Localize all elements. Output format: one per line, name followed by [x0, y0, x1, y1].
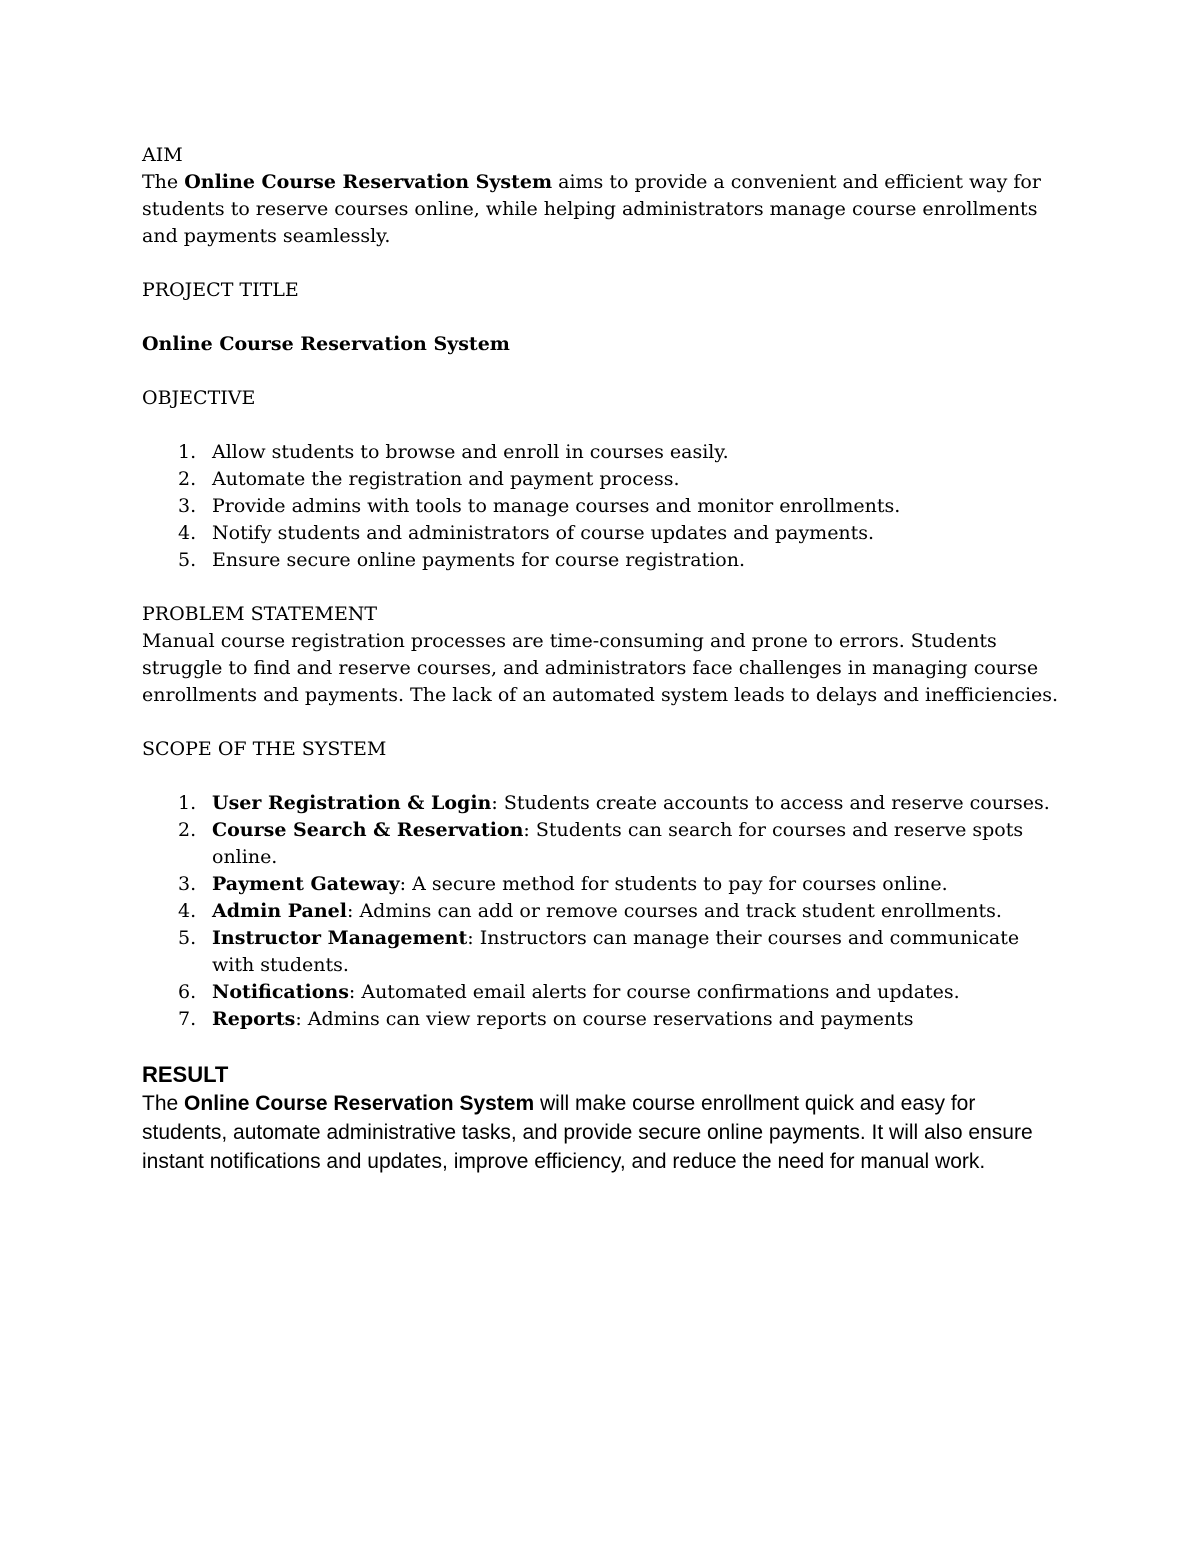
problem-heading: PROBLEM STATEMENT: [142, 603, 378, 625]
objective-heading: OBJECTIVE: [142, 387, 256, 409]
aim-pre: The: [142, 171, 185, 193]
result-post: will make course enrollment quick and easy for students, automate administrative tasks, and provide secure online payments. It will also ensure instant notifications and updates, improve efficiency, and reduce the need for manual work.: [142, 1092, 1033, 1173]
list-item: 4. Notify students and administrators of course updates and payments.: [178, 522, 875, 544]
project-title-heading: PROJECT TITLE: [142, 279, 299, 301]
aim-heading: AIM: [142, 144, 183, 166]
list-item: 2. Automate the registration and payment process.: [178, 468, 680, 490]
list-item: 1. Allow students to browse and enroll in courses easily.: [178, 441, 729, 463]
project-title-section: [142, 277, 1062, 358]
list-item: 3. Provide admins with tools to manage courses and monitor enrollments.: [178, 495, 901, 517]
scope-list: [142, 790, 1062, 1033]
result-heading: RESULT: [142, 1062, 229, 1087]
document-page: [142, 142, 1062, 1176]
list-item: 1. User Registration & Login: Students create accounts to access and reserve courses.: [178, 792, 1050, 814]
scope-section: [142, 736, 1062, 1033]
result-pre: The: [142, 1092, 185, 1115]
objective-section: [142, 385, 1062, 574]
aim-section: [142, 142, 1062, 250]
list-item: 6. Notifications: Automated email alerts for course confirmations and updates.: [178, 981, 960, 1003]
problem-paragraph: Manual course registration processes are time-consuming and prone to errors. Students struggle to find and reserve courses, and administrators face challenges in managing course enrollments and payments. The lack of an automated system leads to delays and inefficiencies.: [142, 630, 1059, 706]
aim-post: aims to provide a convenient and efficient way for students to reserve courses online, while helping administrators manage course enrollments and payments seamlessly.: [142, 171, 1041, 247]
result-paragraph: [142, 1089, 1062, 1176]
list-item: 5. Ensure secure online payments for course registration.: [178, 549, 746, 571]
list-item: 4. Admin Panel: Admins can add or remove courses and track student enrollments.: [178, 900, 1002, 922]
project-title-text: Online Course Reservation System: [142, 333, 510, 355]
objective-list: [142, 439, 1062, 574]
aim-paragraph: [142, 169, 1062, 250]
result-section: [142, 1060, 1062, 1176]
scope-heading: SCOPE OF THE SYSTEM: [142, 738, 387, 760]
list-item: 7. Reports: Admins can view reports on course reservations and payments: [178, 1008, 914, 1030]
list-item: 5. Instructor Management: Instructors can manage their courses and communicate with students.: [178, 927, 1020, 976]
list-item: 3. Payment Gateway: A secure method for students to pay for courses online.: [178, 873, 948, 895]
problem-section: [142, 601, 1062, 709]
list-item: 2. Course Search & Reservation: Students can search for courses and reserve spots online.: [178, 819, 1024, 868]
aim-system-name: Online Course Reservation System: [184, 171, 553, 193]
result-system-name: Online Course Reservation System: [184, 1092, 535, 1115]
